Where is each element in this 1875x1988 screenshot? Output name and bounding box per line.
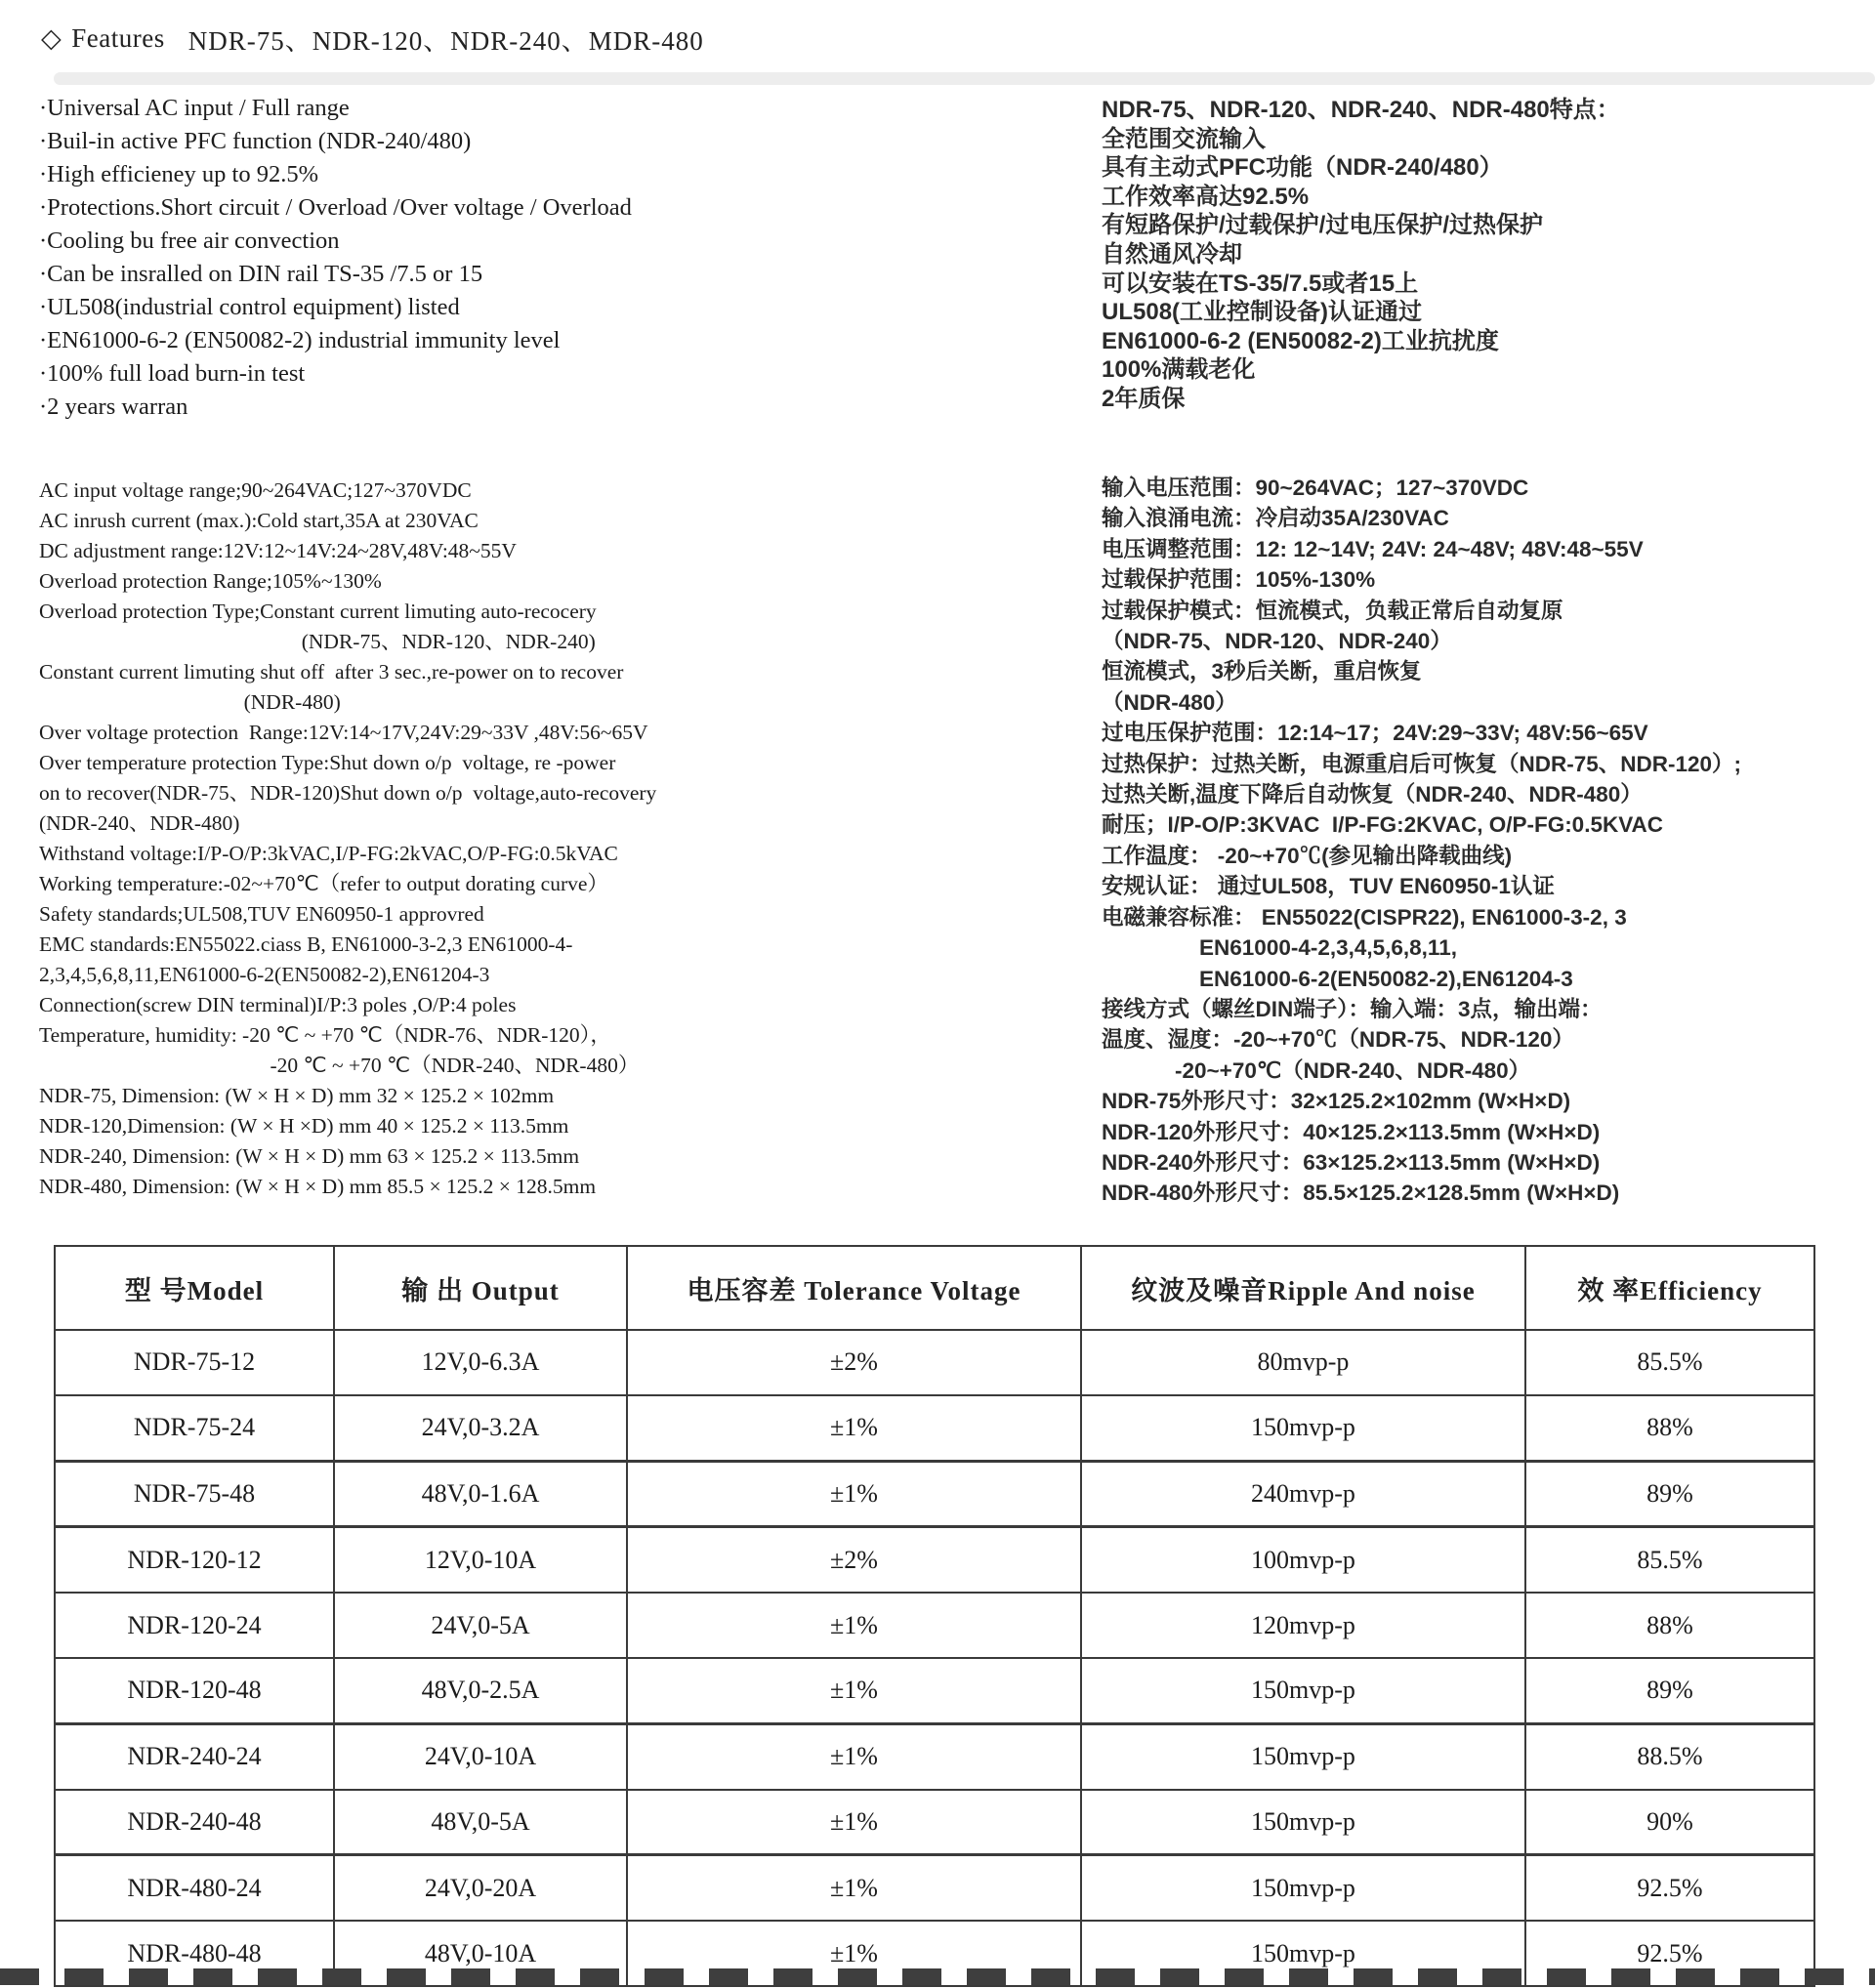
table-row bbox=[56, 1394, 1813, 1460]
spec-line-zh: NDR-120外形尺寸：40×125.2×113.5mm (W×H×D) bbox=[1102, 1119, 1601, 1144]
features-list-english bbox=[39, 92, 632, 424]
spec-line-zh: 过电压保护范围：12:14~17；24V:29~33V; 48V:56~65V bbox=[1102, 721, 1648, 746]
spec-line-en: on to recover(NDR-75、NDR-120)Shut down o/p voltage,auto-recovery bbox=[39, 781, 657, 805]
spec-line-en: Over temperature protection Type:Shut down o/p voltage, re -power bbox=[39, 751, 616, 774]
table-cell: 88% bbox=[1646, 1610, 1693, 1639]
model-spec-table bbox=[54, 1245, 1815, 1987]
table-row bbox=[56, 1722, 1813, 1789]
table-row bbox=[56, 1329, 1813, 1394]
spec-line-zh: NDR-75外形尺寸：32×125.2×102mm (W×H×D) bbox=[1102, 1089, 1571, 1114]
table-cell: 240mvp-p bbox=[1082, 1463, 1526, 1526]
table-cell: NDR-480-48 bbox=[56, 1922, 335, 1985]
spec-line-en: Overload protection Range;105%~130% bbox=[39, 569, 382, 593]
table-cell: 88% bbox=[1646, 1413, 1693, 1442]
spec-line-zh: 过热保护：过热关断，电源重启后可恢复（NDR-75、NDR-120）; bbox=[1102, 751, 1742, 776]
table-header-cell: 纹波及噪音Ripple And noise bbox=[1082, 1247, 1526, 1329]
table-cell: 24V,0-3.2A bbox=[335, 1396, 628, 1460]
spec-line-en: (NDR-75、NDR-120、NDR-240) bbox=[39, 630, 596, 653]
table-cell: 48V,0-1.6A bbox=[335, 1463, 628, 1526]
feature-line-en: ·100% full load burn-in test bbox=[39, 360, 306, 387]
feature-line-en: ·Cooling bu free air convection bbox=[39, 228, 340, 254]
table-cell: 120mvp-p bbox=[1082, 1594, 1526, 1657]
spec-line-en: (NDR-480) bbox=[39, 690, 341, 714]
feature-line-en: ·Buil-in active PFC function (NDR-240/480) bbox=[39, 128, 472, 154]
table-cell: NDR-75-24 bbox=[56, 1396, 335, 1460]
table-cell: 90% bbox=[1646, 1806, 1693, 1836]
feature-line-zh: 全范围交流输入 bbox=[1102, 125, 1266, 152]
spec-line-en: Constant current limuting shut off after 3 sec.,re-power on to recover bbox=[39, 660, 624, 683]
spec-line-en: NDR-120,Dimension: (W × H ×D) mm 40 × 125.2 × 113.5mm bbox=[39, 1114, 569, 1138]
feature-line-en: ·High efficieney up to 92.5% bbox=[39, 161, 318, 187]
table-cell: 48V,0-2.5A bbox=[335, 1659, 628, 1722]
spec-line-zh: EN61000-4-2,3,4,5,6,8,11, bbox=[1102, 935, 1457, 961]
table-cell: 150mvp-p bbox=[1082, 1725, 1526, 1789]
feature-line-en: ·EN61000-6-2 (EN50082-2) industrial immunity level bbox=[39, 327, 561, 353]
specs-list-chinese bbox=[1102, 473, 1741, 1209]
table-row bbox=[56, 1525, 1813, 1592]
spec-line-zh: 耐压；I/P-O/P:3KVAC I/P-FG:2KVAC, O/P-FG:0.5KVAC bbox=[1102, 812, 1664, 838]
features-label: Features bbox=[71, 23, 165, 53]
feature-line-en: ·UL508(industrial control equipment) listed bbox=[39, 294, 460, 320]
table-cell: ±2% bbox=[628, 1331, 1082, 1394]
feature-line-zh: UL508(工业控制设备)认证通过 bbox=[1102, 299, 1423, 326]
specs-list-english bbox=[39, 476, 656, 1202]
table-row bbox=[56, 1789, 1813, 1854]
spec-line-en: NDR-75, Dimension: (W × H × D) mm 32 × 125.2 × 102mm bbox=[39, 1084, 555, 1107]
table-cell: 92.5% bbox=[1637, 1938, 1703, 1967]
table-cell: 150mvp-p bbox=[1082, 1922, 1526, 1985]
page-title bbox=[41, 20, 704, 58]
feature-line-zh: EN61000-6-2 (EN50082-2)工业抗扰度 bbox=[1102, 327, 1499, 354]
spec-line-en: DC adjustment range:12V:12~14V:24~28V,48V:48~55V bbox=[39, 539, 517, 562]
spec-line-en: AC inrush current (max.):Cold start,35A at 230VAC bbox=[39, 509, 479, 532]
spec-line-zh: 电磁兼容标准： EN55022(CISPR22), EN61000-3-2, 3 bbox=[1102, 904, 1627, 930]
table-cell: 12V,0-10A bbox=[335, 1528, 628, 1592]
feature-line-en: ·Universal AC input / Full range bbox=[39, 95, 350, 121]
feature-line-en: ·Protections.Short circuit / Overload /Over voltage / Overload bbox=[39, 194, 632, 221]
table-cell: 89% bbox=[1646, 1478, 1693, 1508]
table-cell: 24V,0-20A bbox=[335, 1856, 628, 1920]
feature-line-zh: 可以安装在TS-35/7.5或者15上 bbox=[1102, 269, 1419, 297]
diamond-icon: ◇ bbox=[41, 23, 62, 53]
table-cell: NDR-240-24 bbox=[56, 1725, 335, 1789]
spec-line-zh: 安规认证： 通过UL508，TUV EN60950-1认证 bbox=[1102, 874, 1555, 899]
spec-line-zh: 过载保护模式：恒流模式，负载正常后自动复原 bbox=[1102, 598, 1563, 623]
spec-line-en: NDR-480, Dimension: (W × H × D) mm 85.5 × 125.2 × 128.5mm bbox=[39, 1175, 597, 1198]
spec-line-zh: 接线方式（螺丝DIN端子）：输入端：3点，输出端： bbox=[1102, 996, 1603, 1021]
table-cell: 150mvp-p bbox=[1082, 1791, 1526, 1854]
spec-line-zh: NDR-480外形尺寸：85.5×125.2×128.5mm (W×H×D) bbox=[1102, 1180, 1620, 1206]
spec-line-zh: EN61000-6-2(EN50082-2),EN61204-3 bbox=[1102, 966, 1573, 991]
spec-line-zh: （NDR-480） bbox=[1102, 689, 1237, 715]
table-cell: ±1% bbox=[628, 1725, 1082, 1789]
table-cell: 150mvp-p bbox=[1082, 1659, 1526, 1722]
spec-line-zh: 输入浪涌电流：冷启动35A/230VAC bbox=[1102, 506, 1449, 531]
feature-line-zh: 具有主动式PFC功能（NDR-240/480） bbox=[1102, 154, 1503, 182]
table-cell: NDR-120-48 bbox=[56, 1659, 335, 1722]
spec-line-zh: NDR-240外形尺寸：63×125.2×113.5mm (W×H×D) bbox=[1102, 1149, 1601, 1175]
spec-line-zh: （NDR-75、NDR-120、NDR-240） bbox=[1102, 629, 1452, 654]
feature-line-zh: 自然通风冷却 bbox=[1102, 240, 1242, 268]
table-cell: NDR-75-48 bbox=[56, 1463, 335, 1526]
table-cell: 88.5% bbox=[1637, 1742, 1703, 1771]
table-cell: 85.5% bbox=[1637, 1347, 1703, 1377]
spec-line-en: Overload protection Type;Constant current limuting auto-recocery bbox=[39, 600, 597, 623]
spec-line-en: Withstand voltage:I/P-O/P:3kVAC,I/P-FG:2kVAC,O/P-FG:0.5kVAC bbox=[39, 842, 618, 865]
table-cell: ±1% bbox=[628, 1396, 1082, 1460]
spec-line-zh: 过热关断,温度下降后自动恢复（NDR-240、NDR-480） bbox=[1102, 782, 1643, 808]
table-body bbox=[56, 1329, 1813, 1985]
feature-line-zh: 2年质保 bbox=[1102, 385, 1186, 412]
table-header-row bbox=[56, 1247, 1813, 1329]
table-cell: NDR-75-12 bbox=[56, 1331, 335, 1394]
spec-line-en: EMC standards:EN55022.ciass B, EN61000-3-2,3 EN61000-4- bbox=[39, 932, 573, 956]
table-cell: ±1% bbox=[628, 1791, 1082, 1854]
header-divider bbox=[54, 72, 1875, 85]
spec-line-en: -20 ℃ ~ +70 ℃（NDR-240、NDR-480） bbox=[39, 1054, 640, 1077]
table-cell: 12V,0-6.3A bbox=[335, 1331, 628, 1394]
table-cell: 24V,0-10A bbox=[335, 1725, 628, 1789]
table-cell: 24V,0-5A bbox=[335, 1594, 628, 1657]
spec-line-zh: 过载保护范围：105%-130% bbox=[1102, 567, 1376, 593]
table-cell: 150mvp-p bbox=[1082, 1856, 1526, 1920]
spec-line-en: Temperature, humidity: -20 ℃ ~ +70 ℃（NDR-76、NDR-120）， bbox=[39, 1023, 611, 1047]
table-header-cell: 输 出 Output bbox=[335, 1247, 628, 1329]
spec-line-en: NDR-240, Dimension: (W × H × D) mm 63 × 125.2 × 113.5mm bbox=[39, 1144, 580, 1168]
spec-line-zh: 输入电压范围：90~264VAC；127~370VDC bbox=[1102, 476, 1529, 500]
table-cell: 80mvp-p bbox=[1082, 1331, 1526, 1394]
table-cell: 150mvp-p bbox=[1082, 1396, 1526, 1460]
spec-line-en: AC input voltage range;90~264VAC;127~370VDC bbox=[39, 478, 472, 502]
table-header-cell: 电压容差 Tolerance Voltage bbox=[628, 1247, 1082, 1329]
features-list-chinese bbox=[1102, 96, 1620, 414]
spec-line-en: Connection(screw DIN terminal)I/P:3 poles ,O/P:4 poles bbox=[39, 993, 517, 1016]
table-cell: NDR-240-48 bbox=[56, 1791, 335, 1854]
table-cell: 89% bbox=[1646, 1676, 1693, 1705]
table-cell: NDR-120-12 bbox=[56, 1528, 335, 1592]
feature-line-zh: 工作效率高达92.5% bbox=[1102, 183, 1310, 210]
table-header-cell: 型 号Model bbox=[56, 1247, 335, 1329]
bottom-dashed-border bbox=[0, 1968, 1875, 1985]
table-cell: 48V,0-5A bbox=[335, 1791, 628, 1854]
table-cell: ±1% bbox=[628, 1922, 1082, 1985]
spec-line-zh: 电压调整范围：12: 12~14V; 24V: 24~48V; 48V:48~55V bbox=[1102, 536, 1644, 561]
table-row bbox=[56, 1657, 1813, 1722]
table-cell: 100mvp-p bbox=[1082, 1528, 1526, 1592]
spec-line-en: Safety standards;UL508,TUV EN60950-1 approvred bbox=[39, 902, 484, 926]
feature-line-zh: 100%满载老化 bbox=[1102, 356, 1256, 384]
spec-line-zh: 恒流模式，3秒后关断，重启恢复 bbox=[1102, 659, 1422, 684]
spec-line-en: Over voltage protection Range:12V:14~17V,24V:29~33V ,48V:56~65V bbox=[39, 721, 648, 744]
table-row bbox=[56, 1460, 1813, 1526]
table-cell: ±2% bbox=[628, 1528, 1082, 1592]
feature-line-zh: 有短路保护/过载保护/过电压保护/过热保护 bbox=[1102, 212, 1544, 239]
table-row bbox=[56, 1853, 1813, 1920]
spec-line-zh: 工作温度： -20~+70℃(参见输出降载曲线) bbox=[1102, 843, 1513, 868]
table-cell: 85.5% bbox=[1637, 1545, 1703, 1574]
feature-line-zh: NDR-75、NDR-120、NDR-240、NDR-480特点： bbox=[1102, 97, 1620, 123]
spec-line-zh: -20~+70℃（NDR-240、NDR-480） bbox=[1102, 1057, 1531, 1083]
spec-line-zh: 温度、湿度：-20~+70℃（NDR-75、NDR-120） bbox=[1102, 1027, 1574, 1053]
table-cell: NDR-480-24 bbox=[56, 1856, 335, 1920]
table-cell: ±1% bbox=[628, 1463, 1082, 1526]
model-series-list: NDR-75、NDR-120、NDR-240、MDR-480 bbox=[188, 26, 704, 56]
table-cell: 48V,0-10A bbox=[335, 1922, 628, 1985]
spec-line-en: 2,3,4,5,6,8,11,EN61000-6-2(EN50082-2),EN61204-3 bbox=[39, 963, 490, 986]
table-cell: 92.5% bbox=[1637, 1873, 1703, 1902]
feature-line-en: ·Can be insralled on DIN rail TS-35 /7.5 or 15 bbox=[39, 261, 483, 287]
table-cell: ±1% bbox=[628, 1856, 1082, 1920]
spec-line-en: (NDR-240、NDR-480) bbox=[39, 811, 240, 835]
table-cell: ±1% bbox=[628, 1659, 1082, 1722]
feature-line-en: ·2 years warran bbox=[39, 393, 188, 420]
table-cell: ±1% bbox=[628, 1594, 1082, 1657]
table-row bbox=[56, 1592, 1813, 1657]
spec-line-en: Working temperature:-02~+70℃（refer to output dorating curve） bbox=[39, 872, 608, 895]
table-header-cell: 效 率Efficiency bbox=[1577, 1275, 1763, 1305]
table-cell: NDR-120-24 bbox=[56, 1594, 335, 1657]
